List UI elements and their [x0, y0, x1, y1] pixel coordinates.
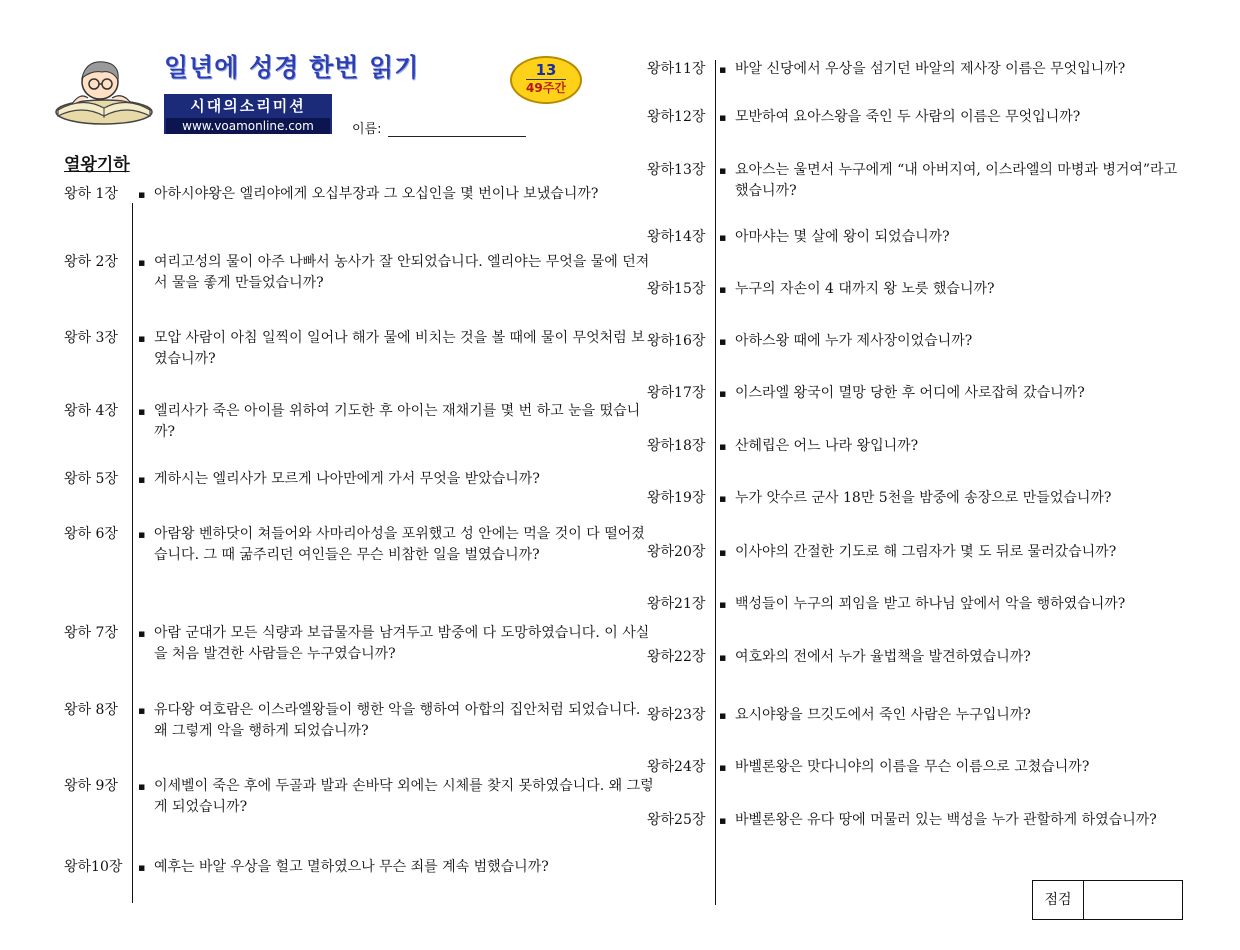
- chapter-label: 왕하 6장: [64, 526, 118, 542]
- bullet-icon: ▪: [719, 709, 727, 722]
- question-row: [64, 700, 664, 744]
- bullet-icon: ▪: [719, 814, 727, 827]
- question-text: 아람왕 벤하닷이 쳐들어와 사마리아성을 포위했고 성 안에는 먹을 것이 다 떨어졌습니다. 그 때 굶주리던 여인들은 무슨 비참한 일을 벌였습니까?: [154, 526, 645, 563]
- question-row: [647, 810, 1207, 854]
- bullet-icon: ▪: [138, 188, 146, 201]
- question-text: 모반하여 요아스왕을 죽인 두 사람의 이름은 무엇입니까?: [735, 109, 1081, 125]
- name-label: 이름:: [352, 122, 382, 137]
- question-row: [64, 184, 664, 228]
- bullet-icon: ▪: [719, 492, 727, 505]
- chapter-label: 왕하17장: [647, 385, 706, 401]
- badge-number: 13: [535, 61, 557, 79]
- question-row: [647, 594, 1207, 616]
- bullet-icon: ▪: [138, 256, 146, 269]
- chapter-label: 왕하 8장: [64, 702, 118, 718]
- check-label: 점검: [1033, 881, 1084, 919]
- question-row: [64, 328, 664, 372]
- badge-divider: [526, 79, 566, 80]
- question-text: 여호와의 전에서 누가 율법책을 발견하였습니까?: [735, 649, 1031, 665]
- bullet-icon: ▪: [719, 440, 727, 453]
- question-text: 모압 사람이 아침 일찍이 일어나 해가 물에 비치는 것을 볼 때에 물이 무엇처럼 보였습니까?: [154, 330, 645, 367]
- bullet-icon: ▪: [719, 283, 727, 296]
- question-text: 누가 앗수르 군사 18만 5천을 밤중에 송장으로 만들었습니까?: [735, 490, 1112, 506]
- question-text: 예후는 바알 우상을 헐고 멸하였으나 무슨 죄를 계속 범했습니까?: [154, 859, 549, 875]
- question-text: 엘리사가 죽은 아이를 위하여 기도한 후 아이는 재채기를 몇 번 하고 눈을 떴습니까?: [154, 403, 641, 440]
- question-text: 아마샤는 몇 살에 왕이 되었습니까?: [735, 229, 950, 245]
- question-text: 이사야의 간절한 기도로 해 그림자가 몇 도 뒤로 물러갔습니까?: [735, 544, 1117, 560]
- book-title: 열왕기하: [64, 155, 130, 175]
- question-text: 요시야왕을 므깃도에서 죽인 사람은 누구입니까?: [735, 707, 1031, 723]
- chapter-label: 왕하 2장: [64, 254, 118, 270]
- org-logo: [164, 94, 332, 134]
- chapter-label: 왕하 3장: [64, 330, 118, 346]
- question-text: 백성들이 누구의 꾀임을 받고 하나님 앞에서 악을 행하였습니까?: [735, 596, 1126, 612]
- bullet-icon: ▪: [138, 780, 146, 793]
- bullet-icon: ▪: [719, 164, 727, 177]
- chapter-label: 왕하 4장: [64, 403, 118, 419]
- question-text: 유다왕 여호람은 이스라엘왕들이 행한 악을 행하여 아합의 집안처럼 되었습니다. 왜 그렇게 악을 행하게 되었습니까?: [154, 702, 641, 739]
- bullet-icon: ▪: [719, 111, 727, 124]
- question-row: [64, 524, 664, 590]
- chapter-label: 왕하 9장: [64, 778, 118, 794]
- bullet-icon: ▪: [719, 651, 727, 664]
- chapter-label: 왕하 1장: [64, 186, 118, 202]
- question-text: 이스라엘 왕국이 멸망 당한 후 어디에 사로잡혀 갔습니까?: [735, 385, 1085, 401]
- week-badge: [510, 56, 582, 104]
- question-row: [647, 331, 1207, 353]
- chapter-label: 왕하10장: [64, 859, 123, 875]
- question-row: [647, 757, 1207, 779]
- question-row: [64, 252, 664, 296]
- question-text: 여리고성의 물이 아주 나빠서 농사가 잘 안되었습니다. 엘리야는 무엇을 물에 던져서 물을 좋게 만들었습니까?: [154, 254, 650, 291]
- bullet-icon: ▪: [719, 546, 727, 559]
- question-row: [647, 279, 1207, 301]
- chapter-label: 왕하18장: [647, 438, 706, 454]
- chapter-label: 왕하23장: [647, 707, 706, 723]
- chapter-label: 왕하20장: [647, 544, 706, 560]
- chapter-label: 왕하19장: [647, 490, 706, 506]
- chapter-label: 왕하14장: [647, 229, 706, 245]
- org-url: www.voamonline.com: [166, 118, 330, 134]
- question-row: [647, 160, 1207, 204]
- question-row: [647, 227, 1207, 249]
- bullet-icon: ▪: [719, 231, 727, 244]
- chapter-label: 왕하24장: [647, 759, 706, 775]
- question-text: 산헤립은 어느 나라 왕입니까?: [735, 438, 919, 454]
- chapter-label: 왕하15장: [647, 281, 706, 297]
- question-text: 바벨론왕은 유다 땅에 머물러 있는 백성을 누가 관할하게 하였습니까?: [735, 812, 1157, 828]
- check-box[interactable]: [1032, 880, 1183, 920]
- badge-week: 49주간: [526, 81, 566, 95]
- question-text: 누구의 자손이 4 대까지 왕 노릇 했습니까?: [735, 281, 995, 297]
- question-row: [64, 469, 664, 491]
- question-text: 바알 신당에서 우상을 섬기던 바알의 제사장 이름은 무엇입니까?: [735, 61, 1126, 77]
- chapter-label: 왕하12장: [647, 109, 706, 125]
- bullet-icon: ▪: [138, 332, 146, 345]
- bullet-icon: ▪: [719, 335, 727, 348]
- question-row: [647, 59, 1207, 81]
- bullet-icon: ▪: [138, 704, 146, 717]
- chapter-label: 왕하25장: [647, 812, 706, 828]
- org-name: 시대의소리미션: [190, 97, 306, 115]
- question-row: [647, 488, 1207, 510]
- name-input-line[interactable]: [388, 136, 526, 137]
- bullet-icon: ▪: [138, 473, 146, 486]
- chapter-label: 왕하11장: [647, 61, 706, 77]
- chapter-label: 왕하 7장: [64, 625, 118, 641]
- question-row: [647, 647, 1207, 669]
- question-text: 이세벨이 죽은 후에 두골과 발과 손바닥 외에는 시체를 찾지 못하였습니다. 왜 그렇게 되었습니까?: [154, 778, 654, 815]
- question-row: [64, 401, 664, 445]
- chapter-label: 왕하21장: [647, 596, 706, 612]
- chapter-label: 왕하13장: [647, 162, 706, 178]
- question-row: [647, 705, 1207, 727]
- question-text: 아하시야왕은 엘리야에게 오십부장과 그 오십인을 몇 번이나 보냈습니까?: [154, 186, 599, 202]
- question-row: [647, 436, 1207, 458]
- question-text: 게하시는 엘리사가 모르게 나아만에게 가서 무엇을 받았습니까?: [154, 471, 540, 487]
- question-row: [647, 107, 1207, 129]
- question-row: [647, 542, 1207, 564]
- bullet-icon: ▪: [719, 761, 727, 774]
- question-text: 아람 군대가 모든 식량과 보급물자를 남겨두고 밤중에 다 도망하였습니다. 이 사실을 처음 발견한 사람들은 누구였습니까?: [154, 625, 650, 662]
- question-text: 요아스는 울면서 누구에게 “내 아버지여, 이스라엘의 마병과 병거여”라고 했습니까?: [735, 162, 1178, 199]
- chapter-label: 왕하 5장: [64, 471, 118, 487]
- bullet-icon: ▪: [138, 405, 146, 418]
- reading-person-icon: [52, 56, 156, 126]
- bullet-icon: ▪: [719, 387, 727, 400]
- question-text: 아하스왕 때에 누가 제사장이었습니까?: [735, 333, 973, 349]
- question-row: [64, 857, 664, 901]
- chapter-label: 왕하16장: [647, 333, 706, 349]
- question-row: [647, 383, 1207, 405]
- bullet-icon: ▪: [719, 598, 727, 611]
- question-row: [64, 623, 664, 667]
- bullet-icon: ▪: [138, 861, 146, 874]
- page-title: 일년에 성경 한번 읽기: [164, 53, 420, 82]
- question-text: 바벨론왕은 맛다니야의 이름을 무슨 이름으로 고쳤습니까?: [735, 759, 1090, 775]
- bullet-icon: ▪: [138, 528, 146, 541]
- question-row: [64, 776, 664, 820]
- chapter-label: 왕하22장: [647, 649, 706, 665]
- bullet-icon: ▪: [719, 63, 727, 76]
- bullet-icon: ▪: [138, 627, 146, 640]
